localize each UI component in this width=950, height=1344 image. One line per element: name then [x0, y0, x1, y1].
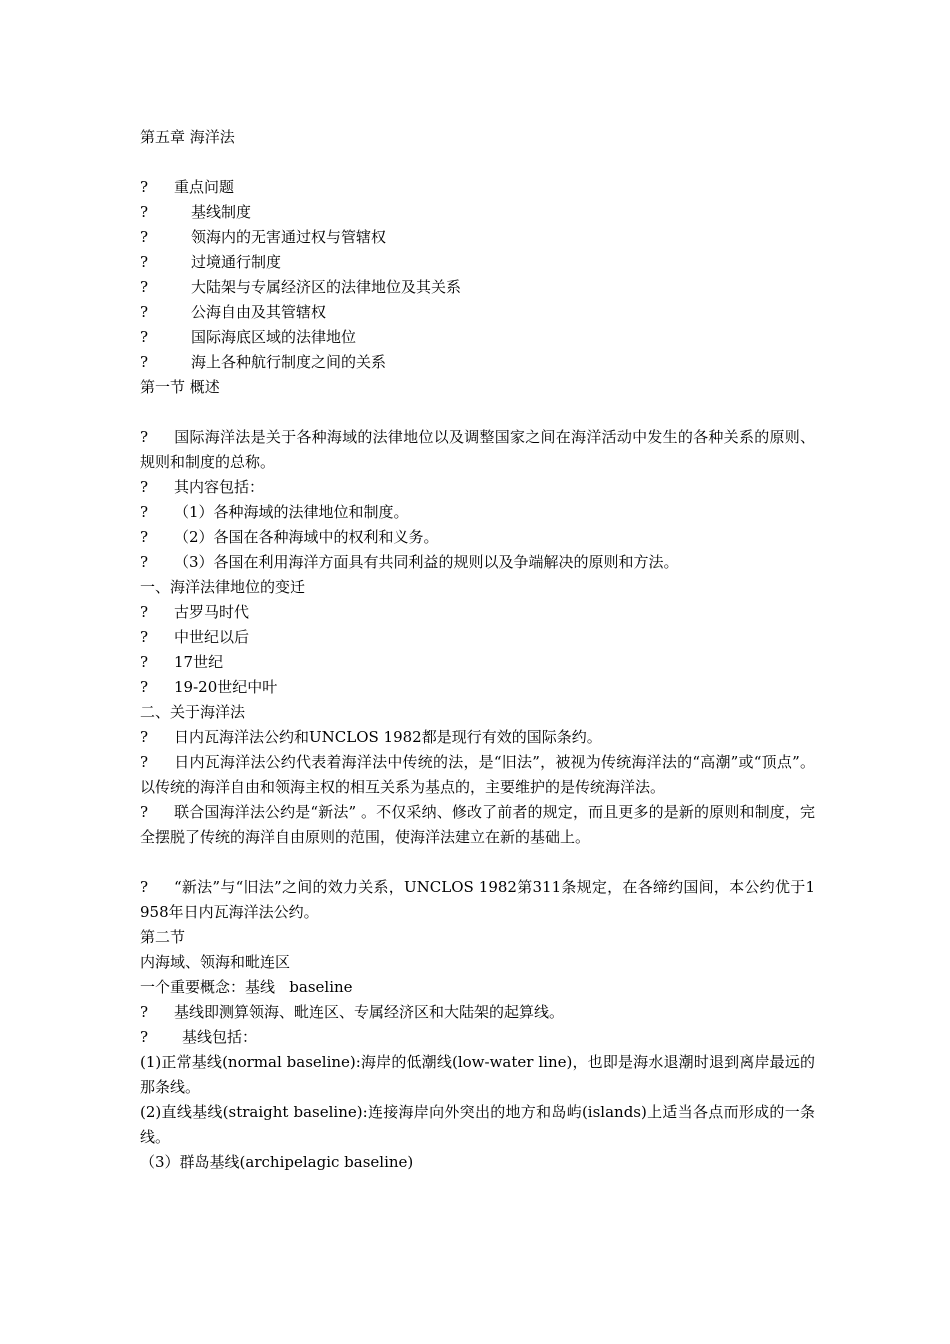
key-issues-heading-text: 重点问题 — [174, 178, 235, 196]
bullet-mark: ? — [140, 253, 149, 271]
bullet-mark: ? — [140, 428, 149, 446]
bullet-mark: ? — [140, 228, 149, 246]
baseline-type: （3）群岛基线(archipelagic baseline) — [140, 1153, 414, 1171]
section1-definition: ? 国际海洋法是关于各种海域的法律地位以及调整国家之间在海洋活动中发生的各种关系的原则、规则和制度的总称。 — [140, 425, 815, 475]
section1-content-item: ? （2）各国在各种海域中的权利和义务。 — [140, 525, 815, 550]
bullet-mark: ? — [140, 478, 149, 496]
key-issue-item: ? 过境通行制度 — [140, 250, 815, 275]
bullet-mark: ? — [140, 503, 149, 521]
bullet-mark: ? — [140, 203, 149, 221]
sub1-item: ? 古罗马时代 — [140, 600, 815, 625]
spacer — [140, 150, 815, 175]
section1-content-item: ? （3）各国在利用海洋方面具有共同利益的规则以及争端解决的原则和方法。 — [140, 550, 815, 575]
bullet-mark: ? — [140, 1003, 149, 1021]
key-issue-item: ? 公海自由及其管辖权 — [140, 300, 815, 325]
bullet-mark: ? — [140, 528, 149, 546]
bullet-mark: ? — [140, 353, 149, 371]
key-issue-item: ? 领海内的无害通过权与管辖权 — [140, 225, 815, 250]
sub1-item: ? 19-20世纪中叶 — [140, 675, 815, 700]
bullet-mark: ? — [140, 278, 149, 296]
sub1-item: ? 中世纪以后 — [140, 625, 815, 650]
section1-content-intro: ? 其内容包括： — [140, 475, 815, 500]
baseline-intro: ? 基线包括： — [140, 1025, 815, 1050]
sub1-title: 一、海洋法律地位的变迁 — [140, 578, 306, 596]
key-issue-item: ? 海上各种航行制度之间的关系 — [140, 350, 815, 375]
bullet-mark: ? — [140, 1028, 149, 1046]
key-issue-item: ? 大陆架与专属经济区的法律地位及其关系 — [140, 275, 815, 300]
section1-title: 第一节 概述 — [140, 378, 220, 396]
section2-subtitle: 内海域、领海和毗连区 — [140, 953, 291, 971]
bullet-mark: ? — [140, 603, 149, 621]
bullet-mark: ? — [140, 628, 149, 646]
bullet-mark: ? — [140, 178, 149, 196]
bullet-mark: ? — [140, 678, 149, 696]
key-issue-item: ? 基线制度 — [140, 200, 815, 225]
document-page — [140, 125, 815, 1175]
spacer — [140, 400, 815, 425]
sub2-relation: ? “新法”与“旧法”之间的效力关系，UNCLOS 1982第311条规定，在各缔约国间，本公约优于1958年日内瓦海洋法公约。 — [140, 875, 815, 925]
bullet-mark: ? — [140, 553, 149, 571]
baseline-type: (2)直线基线(straight baseline):连接海岸向外突出的地方和岛屿(islands)上适当各点而形成的一条线。 — [140, 1103, 815, 1146]
section2-title: 第二节 — [140, 928, 186, 946]
sub2-item: ? 联合国海洋法公约是“新法” 。不仅采纳、修改了前者的规定，而且更多的是新的原则和制度，完全摆脱了传统的海洋自由原则的范围，使海洋法建立在新的基础上。 — [140, 800, 815, 850]
key-issues-heading — [140, 175, 815, 200]
sub1-item: ? 17世纪 — [140, 650, 815, 675]
bullet-mark: ? — [140, 303, 149, 321]
bullet-mark: ? — [140, 878, 149, 896]
bullet-mark: ? — [140, 653, 149, 671]
baseline-definition: ? 基线即测算领海、毗连区、专属经济区和大陆架的起算线。 — [140, 1000, 815, 1025]
spacer — [140, 850, 815, 875]
bullet-mark: ? — [140, 753, 149, 771]
baseline-type: (1)正常基线(normal baseline):海岸的低潮线(low-water line)，也即是海水退潮时退到离岸最远的那条线。 — [140, 1053, 815, 1096]
key-issue-item: ? 国际海底区域的法律地位 — [140, 325, 815, 350]
sub2-item: ? 日内瓦海洋法公约代表着海洋法中传统的法，是“旧法”，被视为传统海洋法的“高潮”或“顶点”。以传统的海洋自由和领海主权的相互关系为基点的，主要维护的是传统海洋法。 — [140, 750, 815, 800]
chapter-title: 第五章 海洋法 — [140, 128, 235, 146]
sub2-title: 二、关于海洋法 — [140, 703, 246, 721]
bullet-mark: ? — [140, 803, 149, 821]
bullet-mark: ? — [140, 728, 149, 746]
section1-content-item: ? （1）各种海域的法律地位和制度。 — [140, 500, 815, 525]
sub2-item: ? 日内瓦海洋法公约和UNCLOS 1982都是现行有效的国际条约。 — [140, 725, 815, 750]
baseline-concept: 一个重要概念：基线 baseline — [140, 978, 353, 996]
bullet-mark: ? — [140, 328, 149, 346]
